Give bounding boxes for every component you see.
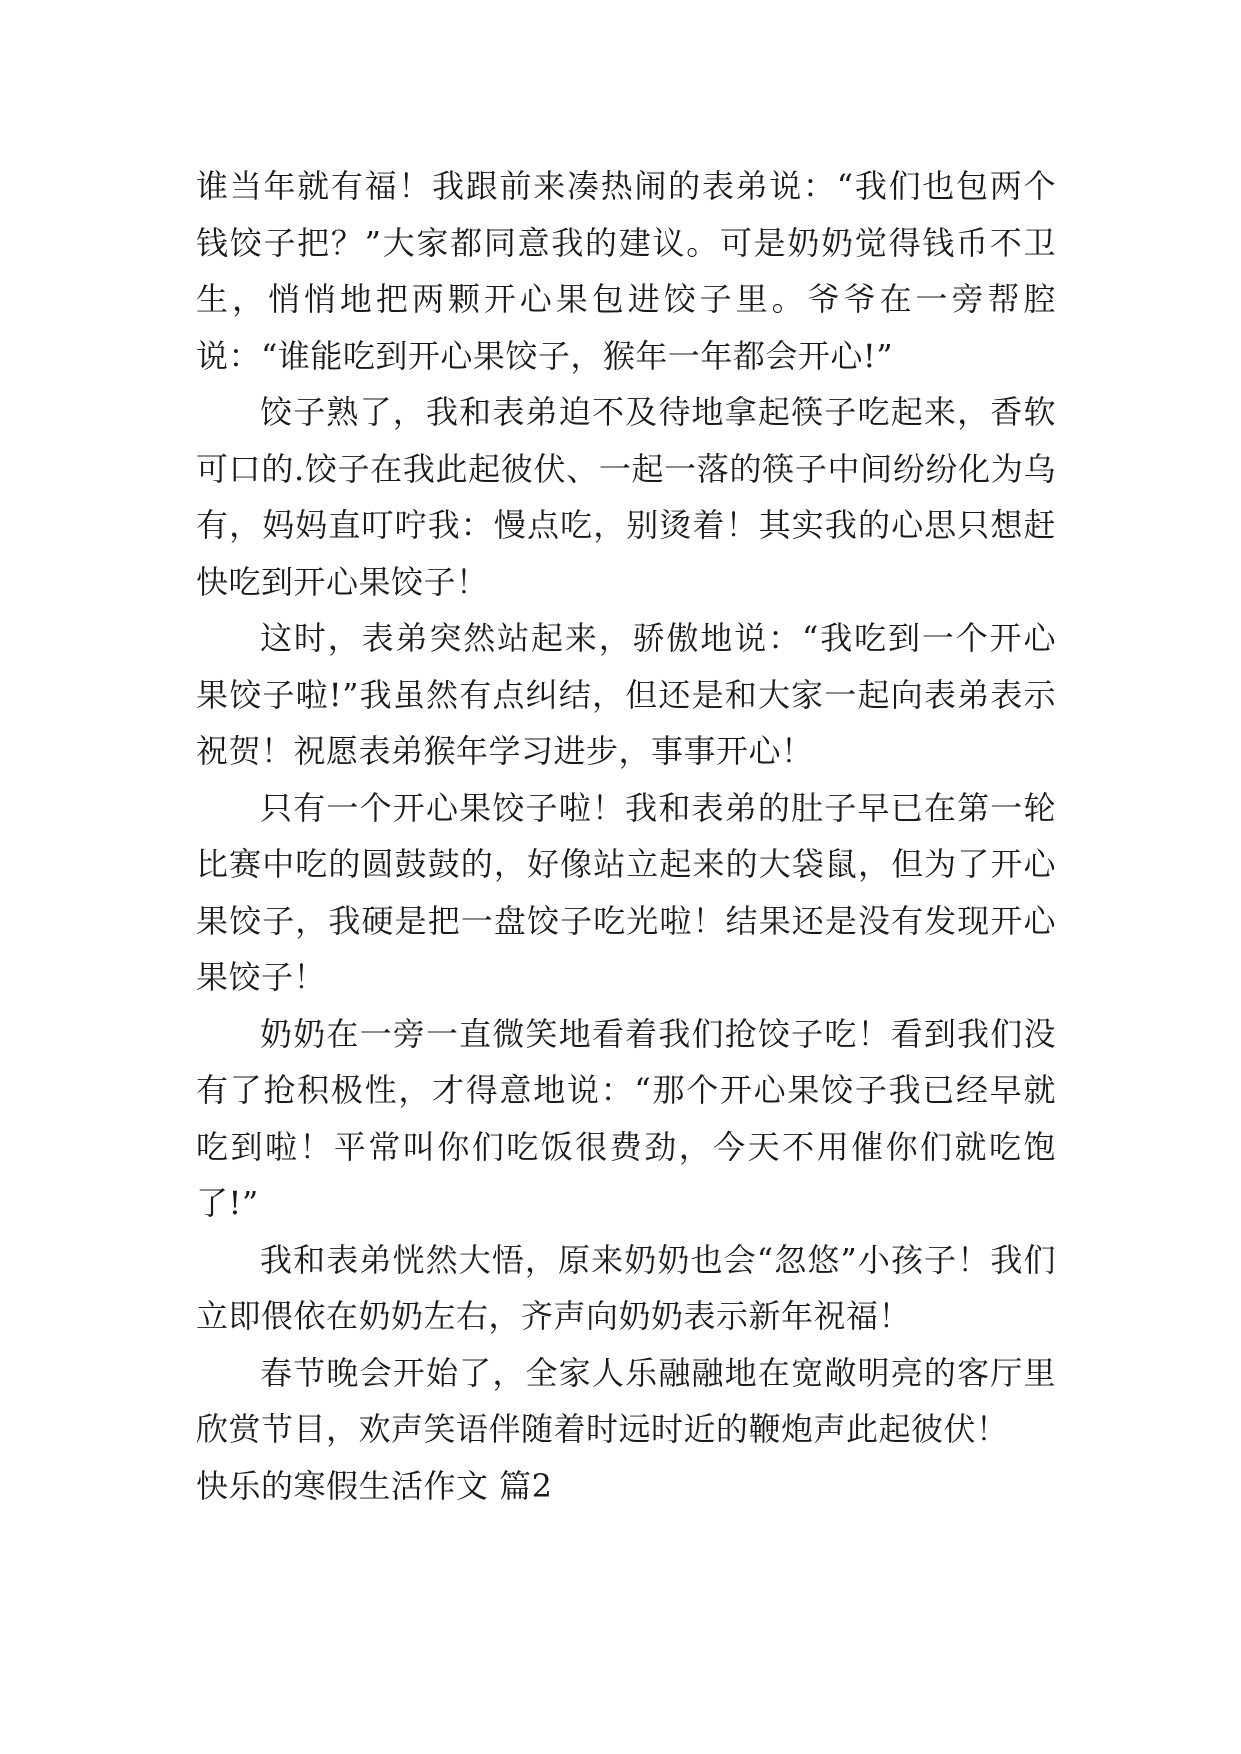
- section-heading: 快乐的寒假生活作文 篇2: [196, 1466, 553, 1505]
- paragraph-3: 这时，表弟突然站起来，骄傲地说：“我吃到一个开心果饺子啦!”我虽然有点纠结，但还是和大家一起向表弟表示祝贺！祝愿表弟猴年学习进步，事事开心！: [196, 619, 1056, 770]
- paragraph-7: 春节晚会开始了，全家人乐融融地在宽敞明亮的客厅里欣赏节目，欢声笑语伴随着时远时近的鞭炮声此起彼伏！: [196, 1353, 1056, 1448]
- document-body: [196, 158, 1056, 1514]
- paragraph-6: 我和表弟恍然大悟，原来奶奶也会“忽悠”小孩子！我们立即偎依在奶奶左右，齐声向奶奶表示新年祝福！: [196, 1240, 1056, 1335]
- paragraph-2: 饺子熟了，我和表弟迫不及待地拿起筷子吃起来，香软可口的.饺子在我此起彼伏、一起一落的筷子中间纷纷化为乌有，妈妈直叮咛我：慢点吃，别烫着！其实我的心思只想赶快吃到开心果饺子！: [196, 393, 1056, 601]
- paragraph-5: 奶奶在一旁一直微笑地看着我们抢饺子吃！看到我们没有了抢积极性，才得意地说：“那个开心果饺子我已经早就吃到啦！平常叫你们吃饭很费劲，今天不用催你们就吃饱了!”: [196, 1014, 1056, 1222]
- paragraph-1: 谁当年就有福！我跟前来凑热闹的表弟说：“我们也包两个钱饺子把？”大家都同意我的建议。可是奶奶觉得钱币不卫生，悄悄地把两颗开心果包进饺子里。爷爷在一旁帮腔说：“谁能吃到开心果饺子，猴年一年都会开心!”: [196, 167, 1056, 375]
- paragraph-4: 只有一个开心果饺子啦！我和表弟的肚子早已在第一轮比赛中吃的圆鼓鼓的，好像站立起来的大袋鼠，但为了开心果饺子，我硬是把一盘饺子吃光啦！结果还是没有发现开心果饺子！: [196, 788, 1056, 996]
